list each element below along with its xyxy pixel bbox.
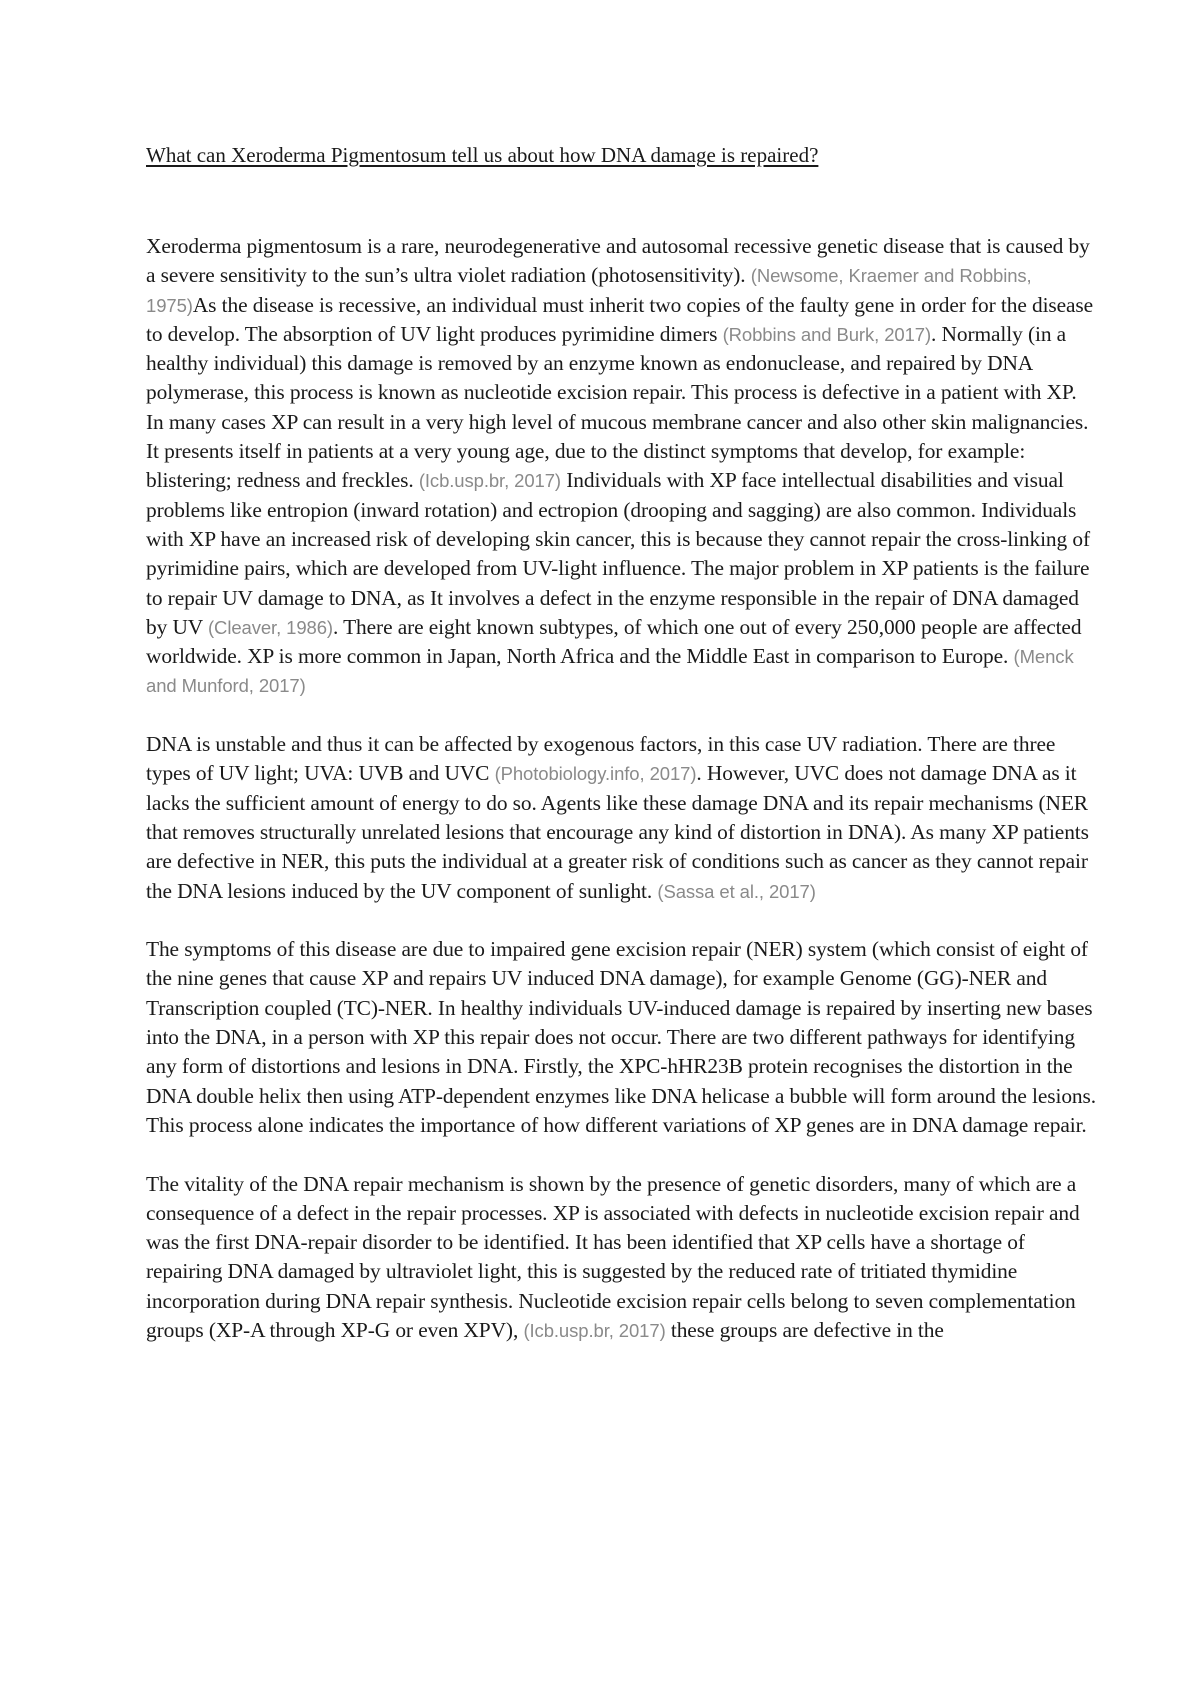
citation: (Menck and Munford, 2017) [146,646,1074,697]
citation: (Robbins and Burk, 2017) [722,323,932,345]
paragraph-text: these groups are defective in the [665,1317,944,1342]
document-title: What can Xeroderma Pigmentosum tell us about how DNA damage is repaired? [146,143,819,167]
paragraph-text: Individuals with XP face intellectual disabilities and visual problems like entropion (inward rotation) and ectropion (drooping and sagging) are also common. Individuals with XP have an increased risk of developing skin cancer, this is because they cannot repair the cross-linking of pyrimidine pairs, which are developed from UV-light influence. The major problem in XP patients is the failure to repair UV damage to DNA, as It involves a defect in the enzyme responsible in the repair of DNA damaged by UV [146,468,1090,639]
citation: (Cleaver, 1986) [208,616,333,638]
citation: (Newsome, Kraemer and Robbins, 1975) [146,265,1032,316]
paragraph-text: As the disease is recessive, an individual must inherit two copies of the faulty gene in order for the disease to develop. The absorption of UV light produces pyrimidine dimers [146,292,1094,346]
citation: (Sassa et al., 2017) [657,880,816,902]
paragraph-text: DNA is unstable and thus it can be affected by exogenous factors, in this case UV radiation. There are three types of UV light; UVA: UVB and UVC [146,732,1056,786]
paragraph-text: . There are eight known subtypes, of which one out of every 250,000 people are affected worldwide. XP is more common in Japan, North Africa and the Middle East in comparison to Europe. [146,614,1082,669]
citation: (Icb.usp.br, 2017) [418,470,561,492]
paragraph-text: Xeroderma pigmentosum is a rare, neurodegenerative and autosomal recessive genetic disease that is caused by a severe sensitivity to the sun’s ultra violet radiation (photosensitivity). [146,234,1090,288]
paragraph-1 [146,232,1096,701]
citation: (Icb.usp.br, 2017) [523,1319,666,1341]
paragraph-text: The vitality of the DNA repair mechanism is shown by the presence of genetic disorders, many of which are a consequence of a defect in the repair processes. XP is associated with defects in nucleotide excision repair and was the first DNA-repair disorder to be identified. It has been identified that XP cells have a shortage of repairing DNA damaged by ultraviolet light, this is suggested by the reduced rate of tritiated thymidine incorporation during DNA repair synthesis. Nucleotide excision repair cells belong to seven complementation groups (XP-A through XP-G or even XPV), [146,1171,1080,1342]
citation: (Photobiology.info, 2017) [494,763,697,785]
paragraph-text: The symptoms of this disease are due to impaired gene excision repair (NER) system (which consist of eight of the nine genes that cause XP and repairs UV induced DNA damage), for example Genome (GG)-NER and Transcription coupled (TC)-NER. In healthy individuals UV-induced damage is repaired by inserting new bases into the DNA, in a person with XP this repair does not occur. There are two different pathways for identifying any form of distortions and lesions in DNA. Firstly, the XPC-hHR23B protein recognises the distortion in the DNA double helix then using ATP-dependent enzymes like DNA helicase a bubble will form around the lesions. This process alone indicates the importance of how different variations of XP genes are in DNA damage repair. [146,937,1097,1137]
paragraph-text: . However, UVC does not damage DNA as it lacks the sufficient amount of energy to do so. Agents like these damage DNA and its repair mechanisms (NER that removes structurally unrelated lesions that encourage any kind of distortion in DNA). As many XP patients are defective in NER, this puts the individual at a greater risk of conditions such as cancer as they cannot repair the DNA lesions induced by the UV component of sunlight. [146,761,1089,903]
paragraph-2 [146,730,1096,906]
paragraph-text: . Normally (in a healthy individual) this damage is removed by an enzyme known as endonuclease, and repaired by DNA polymerase, this process is known as nucleotide excision repair. This process is defective in a patient with XP. In many cases XP can result in a very high level of mucous membrane cancer and also other skin malignancies. It presents itself in patients at a very young age, due to the distinct symptoms that develop, for example: blistering; redness and freckles. [146,321,1089,493]
paragraph-4 [146,1170,1096,1346]
paragraph-3 [146,935,1096,1140]
document-page [146,142,1096,1375]
